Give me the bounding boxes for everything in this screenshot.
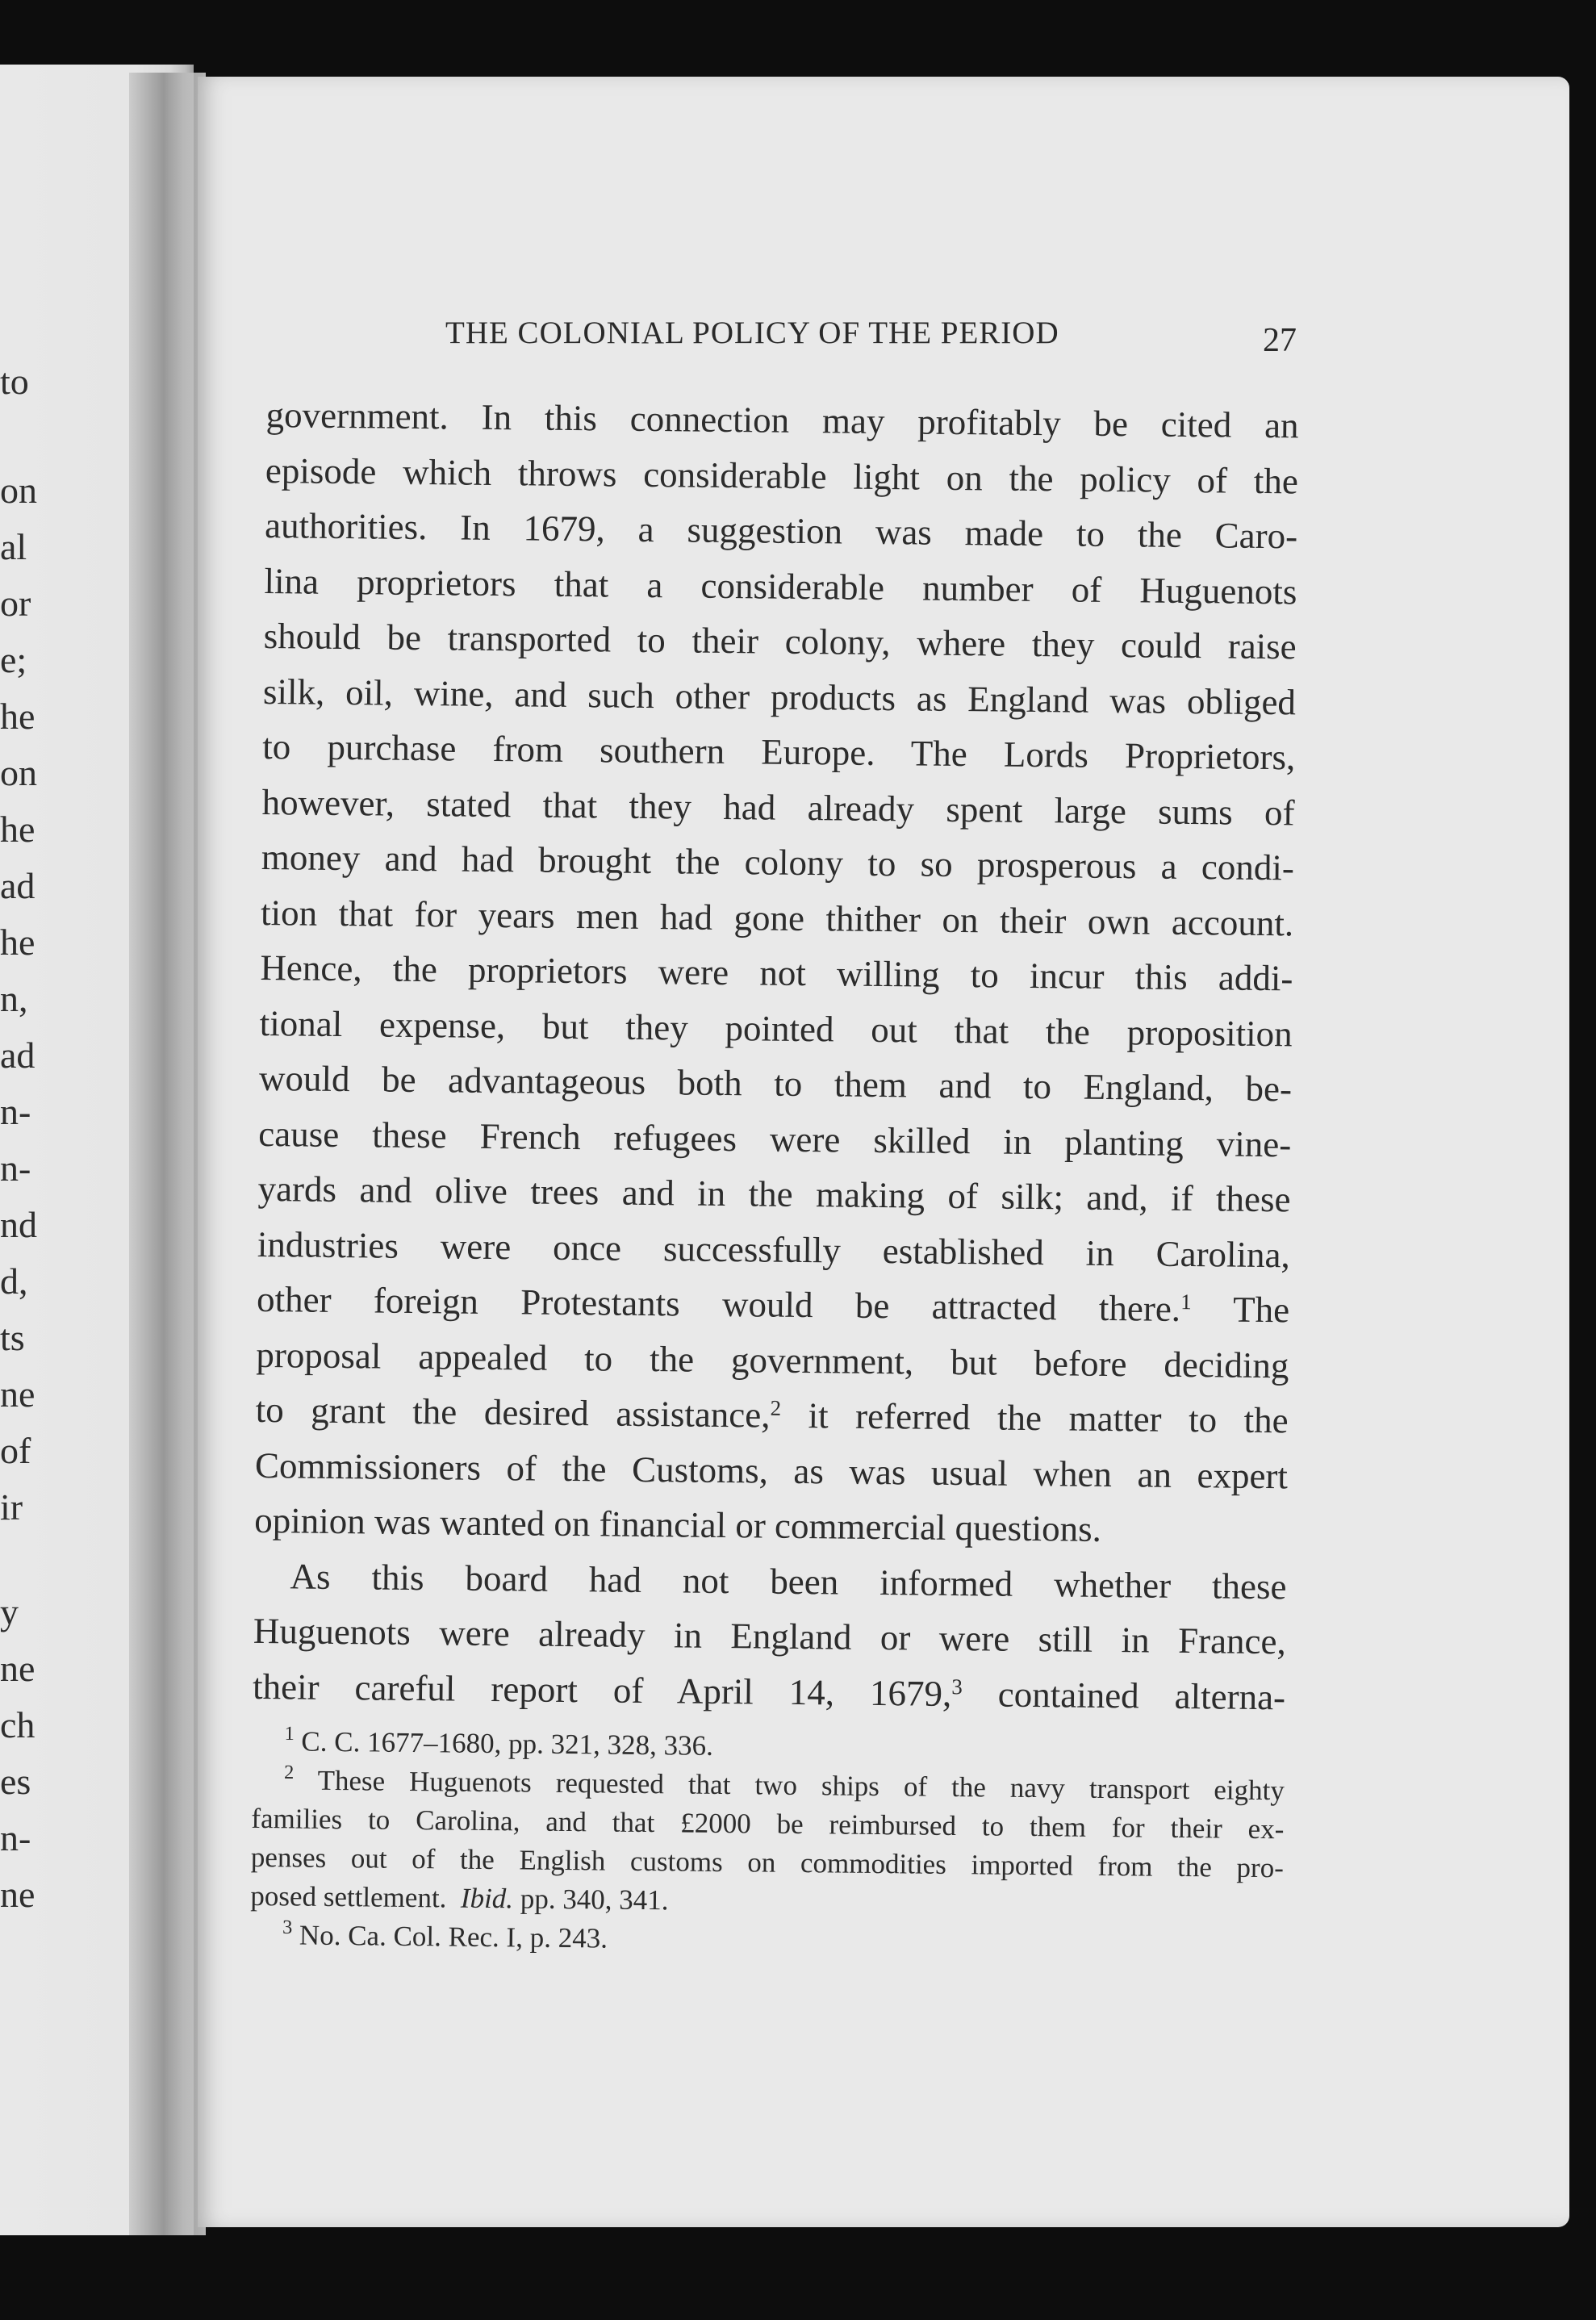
text-segment: other foreign Protestants would be attracted there.: [256, 1278, 1181, 1329]
previous-page-fragment: ir: [0, 1486, 23, 1528]
previous-page-fragment: on: [0, 752, 37, 793]
previous-page-fragment: ne: [0, 1373, 36, 1415]
text-line: should be transported to their colony, where they could raise: [263, 615, 1297, 667]
text-line: would be advantageous both to them and to England, be-: [258, 1057, 1293, 1110]
previous-page-fragment: he: [0, 696, 36, 737]
previous-page-fragment: he: [0, 809, 36, 850]
previous-page-fragment: ts: [0, 1317, 25, 1358]
text-line: episode which throws considerable light on the policy of the: [265, 449, 1299, 501]
page-number: 27: [1263, 322, 1297, 359]
footnote-ref-3: 3: [951, 1674, 963, 1699]
text-line: [257, 1272, 1290, 1338]
body-text: [250, 387, 1299, 1965]
running-title: THE COLONIAL POLICY OF THE PERIOD: [445, 316, 1059, 350]
previous-page-fragment: n-: [0, 1147, 31, 1189]
text-line: government. In this connection may profitably be cited an: [265, 394, 1299, 446]
footnote-ref-1: 1: [1180, 1290, 1192, 1315]
text-line: [255, 1382, 1289, 1448]
text-segment: The: [1191, 1289, 1290, 1331]
footnote-ref-2: 2: [770, 1395, 782, 1420]
text-line: [253, 1658, 1286, 1724]
previous-page-fragment: n-: [0, 1091, 31, 1132]
book-gutter: [129, 73, 206, 2235]
footnote-marker: 3: [282, 1916, 293, 1938]
previous-page-fragment: he: [0, 922, 36, 963]
text-line: cause these French refugees were skilled in planting vine-: [258, 1113, 1292, 1164]
previous-page-fragment: ch: [0, 1704, 36, 1745]
footnote-2-line: families to Carolina, and that £2000 be reimbursed to them for their ex-: [251, 1802, 1285, 1846]
text-line: authorities. In 1679, a suggestion was made to the Caro-: [264, 504, 1298, 557]
previous-page-fragment: ne: [0, 1874, 36, 1915]
previous-page-fragment: ne: [0, 1648, 36, 1689]
footnotes: [250, 1722, 1285, 1965]
text-segment: to grant the desired assistance,: [255, 1389, 771, 1436]
text-line: Commissioners of the Customs, as was usual when an expert: [254, 1444, 1289, 1496]
text-line: tional expense, but they pointed out that the proposition: [259, 1002, 1293, 1054]
footnote-text: These Huguenots requested that two ships of the navy transport eighty: [317, 1764, 1285, 1807]
footnote-text: C. C. 1677–1680, pp. 321, 328, 336.: [301, 1725, 714, 1762]
footnote-text: pp. 340, 341.: [512, 1883, 669, 1917]
footnote-text: No. Ca. Col. Rec. I, p. 243.: [299, 1919, 608, 1954]
text-line: tion that for years men had gone thither on their own account.: [260, 892, 1294, 943]
text-line: silk, oil, wine, and such other products as England was obliged: [262, 671, 1297, 722]
previous-page-fragment: to: [0, 361, 29, 402]
text-line: money and had brought the colony to so prosperous a condi-: [261, 836, 1295, 888]
footnote-text: posed settlement.: [250, 1879, 447, 1914]
text-line: As this board had not been informed whether these: [290, 1555, 1287, 1607]
text-line: Hence, the proprietors were not willing to incur this addi-: [260, 947, 1293, 999]
previous-page-fragment: ad: [0, 865, 36, 906]
text-line: industries were once successfully established in Carolina,: [257, 1223, 1291, 1275]
previous-page-fragment: e;: [0, 639, 27, 680]
text-line: however, stated that they had already spent large sums of: [261, 781, 1295, 833]
previous-page-fragment: on: [0, 470, 37, 511]
text-line: to purchase from southern Europe. The Lords Proprietors,: [262, 725, 1296, 778]
footnote-marker: 2: [283, 1761, 295, 1783]
text-segment: contained alterna-: [962, 1673, 1286, 1717]
previous-page-fragment: n,: [0, 978, 28, 1019]
previous-page-fragment: es: [0, 1761, 31, 1802]
footnote-2-line: penses out of the English customs on commodities imported from the pro-: [250, 1841, 1285, 1884]
previous-page-fragment: of: [0, 1430, 31, 1471]
previous-page-fragment: nd: [0, 1204, 37, 1245]
text-segment: their careful report of April 14, 1679,: [252, 1666, 952, 1714]
text-line: proposal appealed to the government, but before deciding: [256, 1334, 1289, 1386]
text-line: Huguenots were already in England or were still in France,: [253, 1610, 1287, 1662]
text-line: yards and olive trees and in the making of silk; and, if these: [257, 1168, 1291, 1220]
previous-page-fragment: d,: [0, 1260, 28, 1302]
previous-page-fragment: ad: [0, 1035, 36, 1076]
previous-page-fragment: n-: [0, 1817, 31, 1858]
previous-page-fragment: or: [0, 583, 31, 624]
text-line: opinion was wanted on financial or commercial questions.: [254, 1499, 1102, 1549]
previous-page-fragment: y: [0, 1591, 19, 1632]
text-line: lina proprietors that a considerable number of Huguenots: [264, 560, 1297, 612]
text-segment: it referred the matter to the: [780, 1394, 1289, 1441]
previous-page-fragment: al: [0, 526, 27, 567]
ibid-reference: Ibid.: [460, 1882, 514, 1915]
footnote-marker: 1: [284, 1722, 295, 1745]
